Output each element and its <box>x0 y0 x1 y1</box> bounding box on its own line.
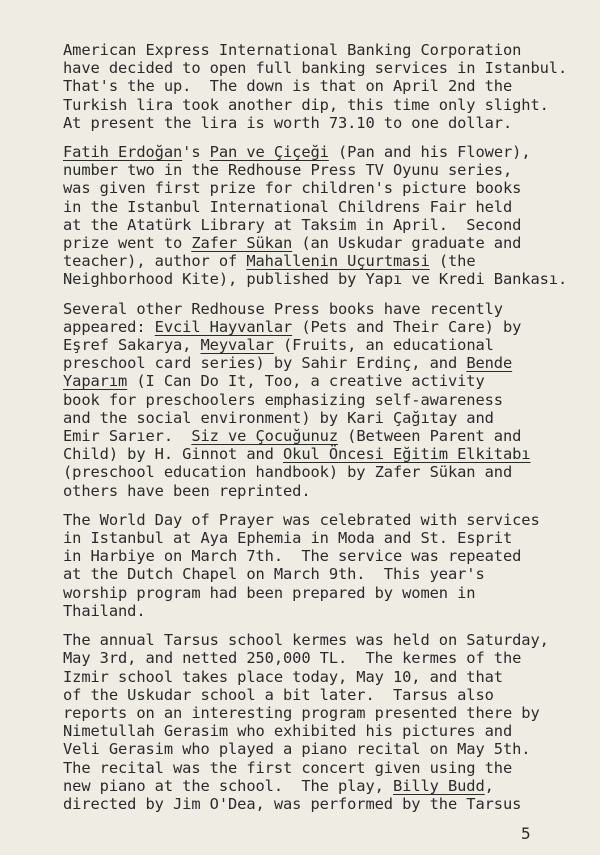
text-segment: reports on an interesting program presented there by <box>63 703 540 722</box>
text-segment: preschool card series) by Sahir Erdinç, and <box>63 354 467 373</box>
text-segment: Eşref Sakarya, <box>63 336 201 355</box>
text-line <box>63 704 583 722</box>
text-line <box>63 795 583 813</box>
text-line <box>63 409 583 427</box>
text-line <box>63 179 583 197</box>
underlined-title: Bende <box>466 354 513 373</box>
text-segment: Veli Gerasim who played a piano recital on May 5th. <box>63 740 531 759</box>
text-segment: The World Day of Prayer was celebrated with services <box>63 510 540 529</box>
text-segment: , <box>484 776 494 795</box>
underlined-title: Zafer Sükan <box>191 234 293 253</box>
text-segment: Thailand. <box>63 601 146 620</box>
paragraph <box>63 511 583 620</box>
text-line <box>63 463 583 481</box>
text-segment: Several other Redhouse Press books have recently <box>63 299 503 318</box>
text-segment: have decided to open full banking services in Istanbul. <box>63 59 568 78</box>
text-line <box>63 649 583 667</box>
text-segment: (Pets and Their Care) by <box>292 317 522 336</box>
text-segment: appeared: <box>63 317 155 336</box>
text-line <box>63 252 583 270</box>
text-segment: 's <box>182 143 210 162</box>
paragraph <box>63 300 583 500</box>
text-segment: At present the lira is worth 73.10 to one dollar. <box>63 113 513 132</box>
text-line <box>63 41 583 59</box>
text-segment: prize went to <box>63 234 192 253</box>
text-segment: (an Uskudar graduate and <box>292 234 522 253</box>
text-segment: in Istanbul at Aya Ephemia in Moda and St. Esprit <box>63 529 513 548</box>
text-line <box>63 529 583 547</box>
text-line <box>63 547 583 565</box>
text-line <box>63 565 583 583</box>
text-segment: (Fruits, an educational <box>273 336 494 355</box>
text-line <box>63 198 583 216</box>
text-segment: May 3rd, and netted 250,000 TL. The kermes of the <box>63 649 522 668</box>
text-line <box>63 722 583 740</box>
paragraph <box>63 143 583 289</box>
text-line <box>63 511 583 529</box>
text-segment: The recital was the first concert given using the <box>63 758 513 777</box>
text-line <box>63 445 583 463</box>
text-segment: was given first prize for children's picture books <box>63 179 522 198</box>
text-line <box>63 354 583 372</box>
text-segment: That's the up. The down is that on April 2nd the <box>63 77 513 96</box>
text-segment: Neighborhood Kite), <box>63 270 247 289</box>
text-segment: American Express International Banking Corporation <box>63 41 522 59</box>
text-line <box>63 740 583 758</box>
text-segment: (Pan and his Flower), <box>328 143 531 162</box>
paragraph <box>63 41 583 132</box>
text-line <box>63 759 583 777</box>
text-line <box>63 427 583 445</box>
text-line <box>63 336 583 354</box>
text-line <box>63 584 583 602</box>
underlined-title: Yaparım <box>63 372 128 391</box>
underlined-title: Pan ve Çiçeği <box>209 143 329 162</box>
text-line <box>63 161 583 179</box>
text-line <box>63 372 583 390</box>
paragraph <box>63 631 583 813</box>
text-line <box>63 143 583 161</box>
text-segment: (preschool education handbook) by Zafer Sükan and <box>63 463 513 482</box>
text-line <box>63 631 583 649</box>
text-segment: worship program had been prepared by women in <box>63 583 476 602</box>
text-segment: at the Dutch Chapel on March 9th. This year's <box>63 565 485 584</box>
underlined-title: Evcil Hayvanlar <box>154 317 293 336</box>
text-line <box>63 300 583 318</box>
text-segment: book for preschoolers emphasizing self-awareness <box>63 390 503 409</box>
text-segment: Izmir school takes place today, May 10, and that <box>63 667 503 686</box>
text-segment: others have been reprinted. <box>63 481 311 500</box>
underlined-title: Billy Budd <box>392 776 485 795</box>
underlined-title: Siz ve Çocuğunuz <box>191 427 338 446</box>
text-line <box>63 777 583 795</box>
text-segment: number two in the Redhouse Press TV Oyunu series, <box>63 161 513 180</box>
text-segment: published by Yapı ve Kredi Bankası. <box>246 270 568 289</box>
text-line <box>63 77 583 95</box>
text-segment: in the Istanbul International Childrens Fair held <box>63 197 513 216</box>
text-segment: directed by Jim O'Dea, was performed by the Tarsus <box>63 794 522 813</box>
text-line <box>63 270 583 288</box>
underlined-title: Meyvalar <box>200 336 274 355</box>
text-segment: Turkish lira took another dip, this time only slight. <box>63 95 549 114</box>
text-line <box>63 59 583 77</box>
text-segment: (Between Parent and <box>337 427 522 446</box>
text-segment: Emir Sarıer. <box>63 427 192 446</box>
text-line <box>63 114 583 132</box>
document-page <box>63 41 583 824</box>
text-segment: (I Can Do It, Too, a creative activity <box>127 372 485 391</box>
text-line <box>63 391 583 409</box>
text-line <box>63 668 583 686</box>
underlined-title: Mahallenin Uçurtmasi <box>246 252 430 271</box>
text-line <box>63 96 583 114</box>
text-segment: Nimetullah Gerasim who exhibited his pictures and <box>63 722 513 741</box>
underlined-title: Okul Öncesi Eğitim Elkitabı <box>282 445 531 464</box>
text-line <box>63 318 583 336</box>
text-line <box>63 216 583 234</box>
text-segment: of the Uskudar school a bit later. Tarsus also <box>63 685 494 704</box>
text-segment: and the social environment) by Kari Çağıtay and <box>63 408 494 427</box>
text-segment: new piano at the school. The play, <box>63 776 393 795</box>
text-segment: The annual Tarsus school kermes was held on Saturday, <box>63 631 549 650</box>
text-line <box>63 686 583 704</box>
text-segment: Child) by H. Ginnot and <box>63 445 283 464</box>
underlined-title: Fatih Erdoğan <box>63 143 183 162</box>
text-line <box>63 482 583 500</box>
text-segment: (the <box>429 252 476 271</box>
text-segment: in Harbiye on March 7th. The service was repeated <box>63 547 522 566</box>
text-line <box>63 602 583 620</box>
text-segment: teacher), author of <box>63 252 247 271</box>
page-number: 5 <box>521 824 531 843</box>
text-segment: at the Atatürk Library at Taksim in April. Second <box>63 215 522 234</box>
text-line <box>63 234 583 252</box>
